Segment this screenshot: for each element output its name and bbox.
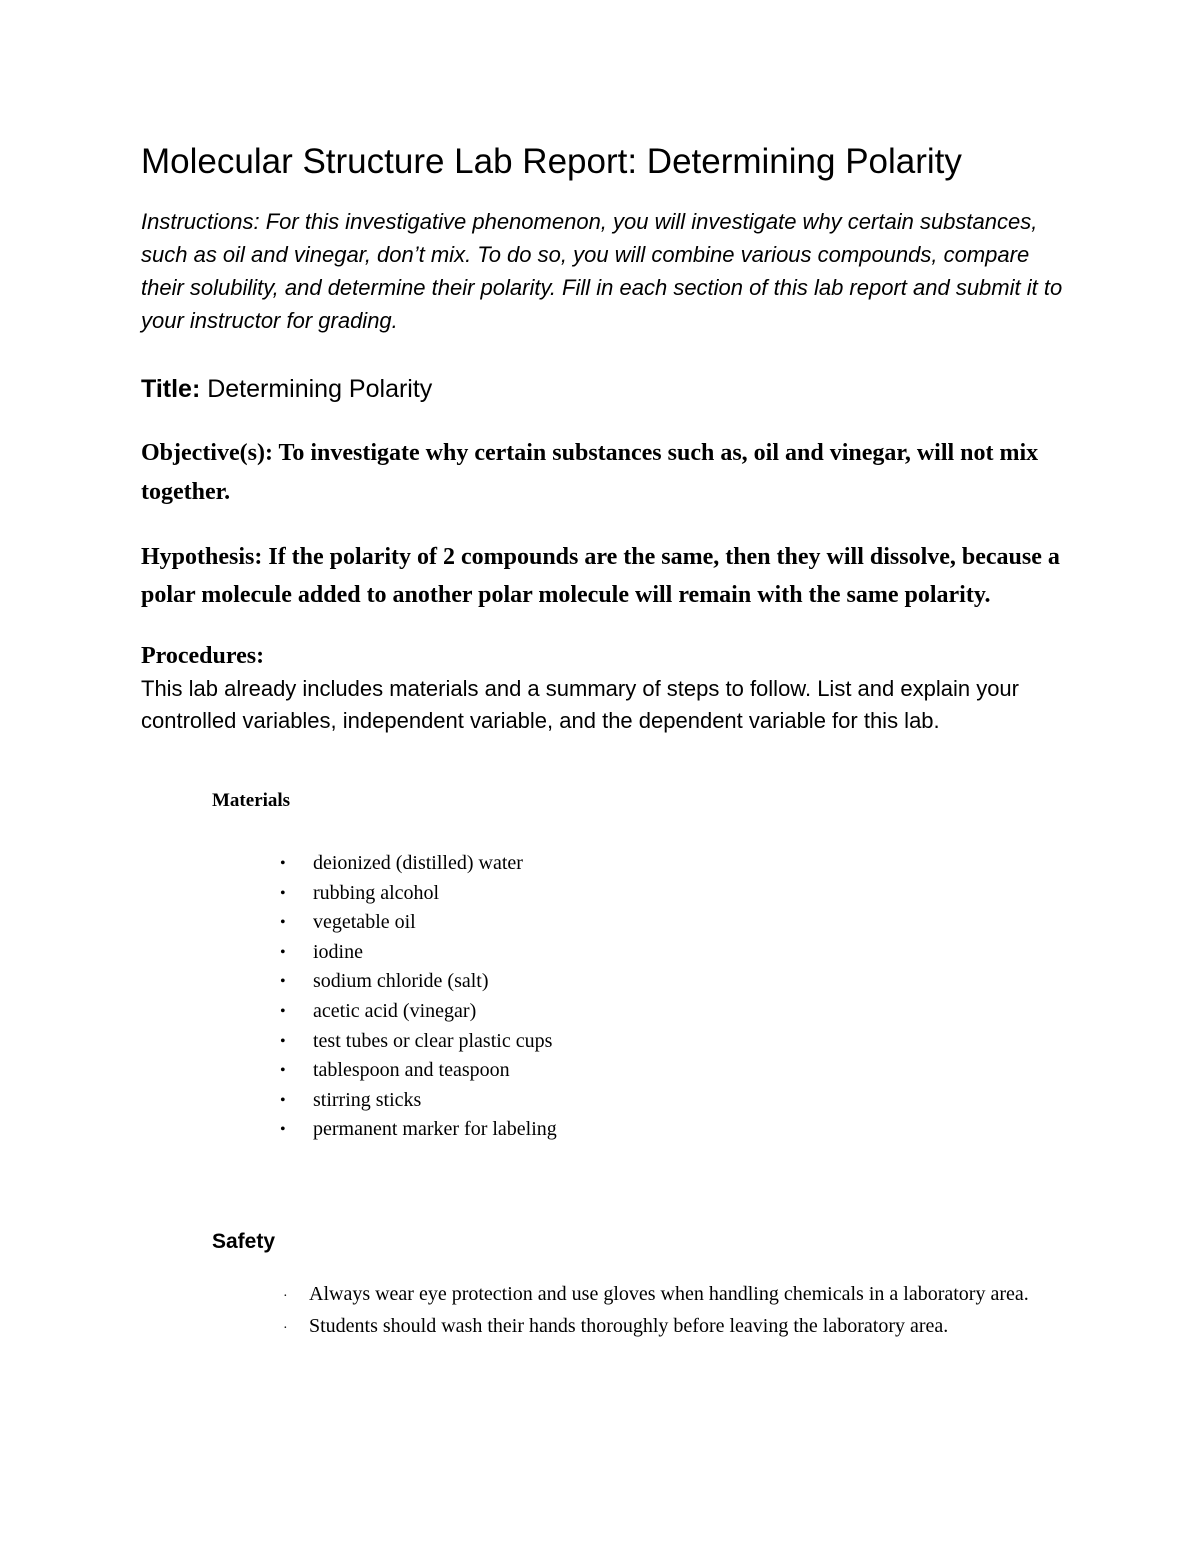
objective-label: Objective(s):: [141, 440, 273, 466]
materials-item-text: tablespoon and teaspoon: [313, 1059, 510, 1082]
materials-list-item: [278, 879, 557, 909]
materials-list-item: [278, 997, 557, 1027]
bullet-icon: •: [280, 884, 286, 902]
materials-list-item: [278, 849, 557, 879]
materials-item-text: rubbing alcohol: [313, 881, 440, 904]
materials-list-item: [278, 967, 557, 997]
materials-item-text: test tubes or clear plastic cups: [313, 1029, 553, 1052]
bullet-icon: •: [280, 1032, 286, 1050]
materials-item-text: permanent marker for labeling: [313, 1118, 557, 1141]
title-field: [141, 372, 1071, 406]
document-title: Molecular Structure Lab Report: Determining Polarity: [141, 142, 962, 181]
materials-item-text: stirring sticks: [313, 1088, 422, 1111]
hypothesis-value: : If the polarity of 2 compounds are the same, then they will dissolve, because a polar molecule added to another polar molecule will remain with the same polarity.: [141, 544, 1060, 608]
materials-item-text: iodine: [313, 940, 363, 963]
title-label: Title:: [141, 375, 201, 403]
bullet-icon: •: [280, 1121, 286, 1139]
procedures-text: This lab already includes materials and a summary of steps to follow. List and explain your controlled variables, independent variable, and the dependent variable for this lab.: [141, 676, 1019, 733]
materials-list-item: [278, 1056, 557, 1086]
materials-item-text: deionized (distilled) water: [313, 852, 523, 874]
bullet-icon: ·: [283, 1320, 288, 1336]
title-value: Determining Polarity: [200, 375, 433, 403]
instructions-paragraph: Instructions: For this investigative phenomenon, you will investigate why certain substances, such as oil and vinegar, don’t mix. To do so, you will combine various compounds, compare their solubility, and determine their polarity. Fill in each section of this lab report and submit it to your instructor for grading.: [141, 209, 1063, 333]
objective-field: [141, 434, 1071, 512]
bullet-icon: •: [280, 1091, 286, 1109]
safety-list-item: [283, 1312, 1053, 1344]
bullet-icon: •: [280, 914, 286, 932]
safety-item-text: Always wear eye protection and use gloves when handling chemicals in a laboratory area.: [309, 1283, 1029, 1305]
safety-item-text: Students should wash their hands thoroughly before leaving the laboratory area.: [309, 1314, 949, 1337]
materials-list-item: [278, 1027, 557, 1057]
bullet-icon: ·: [283, 1289, 288, 1304]
materials-list-item: [278, 1115, 557, 1145]
bullet-icon: •: [280, 1002, 286, 1020]
safety-heading: Safety: [212, 1230, 276, 1253]
objective-value: To investigate why certain substances such as, oil and vinegar, will not mix together.: [141, 440, 1039, 505]
materials-heading: Materials: [212, 790, 291, 811]
bullet-icon: •: [280, 855, 286, 872]
bullet-icon: •: [280, 1062, 286, 1080]
safety-list: [283, 1280, 1053, 1343]
materials-list-item: [278, 938, 557, 968]
bullet-icon: •: [280, 943, 286, 961]
safety-list-item: [283, 1280, 1053, 1312]
materials-item-text: vegetable oil: [313, 911, 416, 934]
procedures-heading: Procedures:: [141, 643, 265, 669]
materials-list-item: [278, 1086, 557, 1116]
materials-list: [278, 849, 557, 1145]
bullet-icon: •: [280, 973, 286, 991]
materials-item-text: acetic acid (vinegar): [313, 999, 477, 1022]
hypothesis-field: [141, 538, 1071, 614]
document-page: [141, 138, 1071, 1337]
hypothesis-label: Hypothesis: [141, 544, 255, 570]
materials-list-item: [278, 908, 557, 938]
materials-item-text: sodium chloride (salt): [313, 970, 489, 993]
